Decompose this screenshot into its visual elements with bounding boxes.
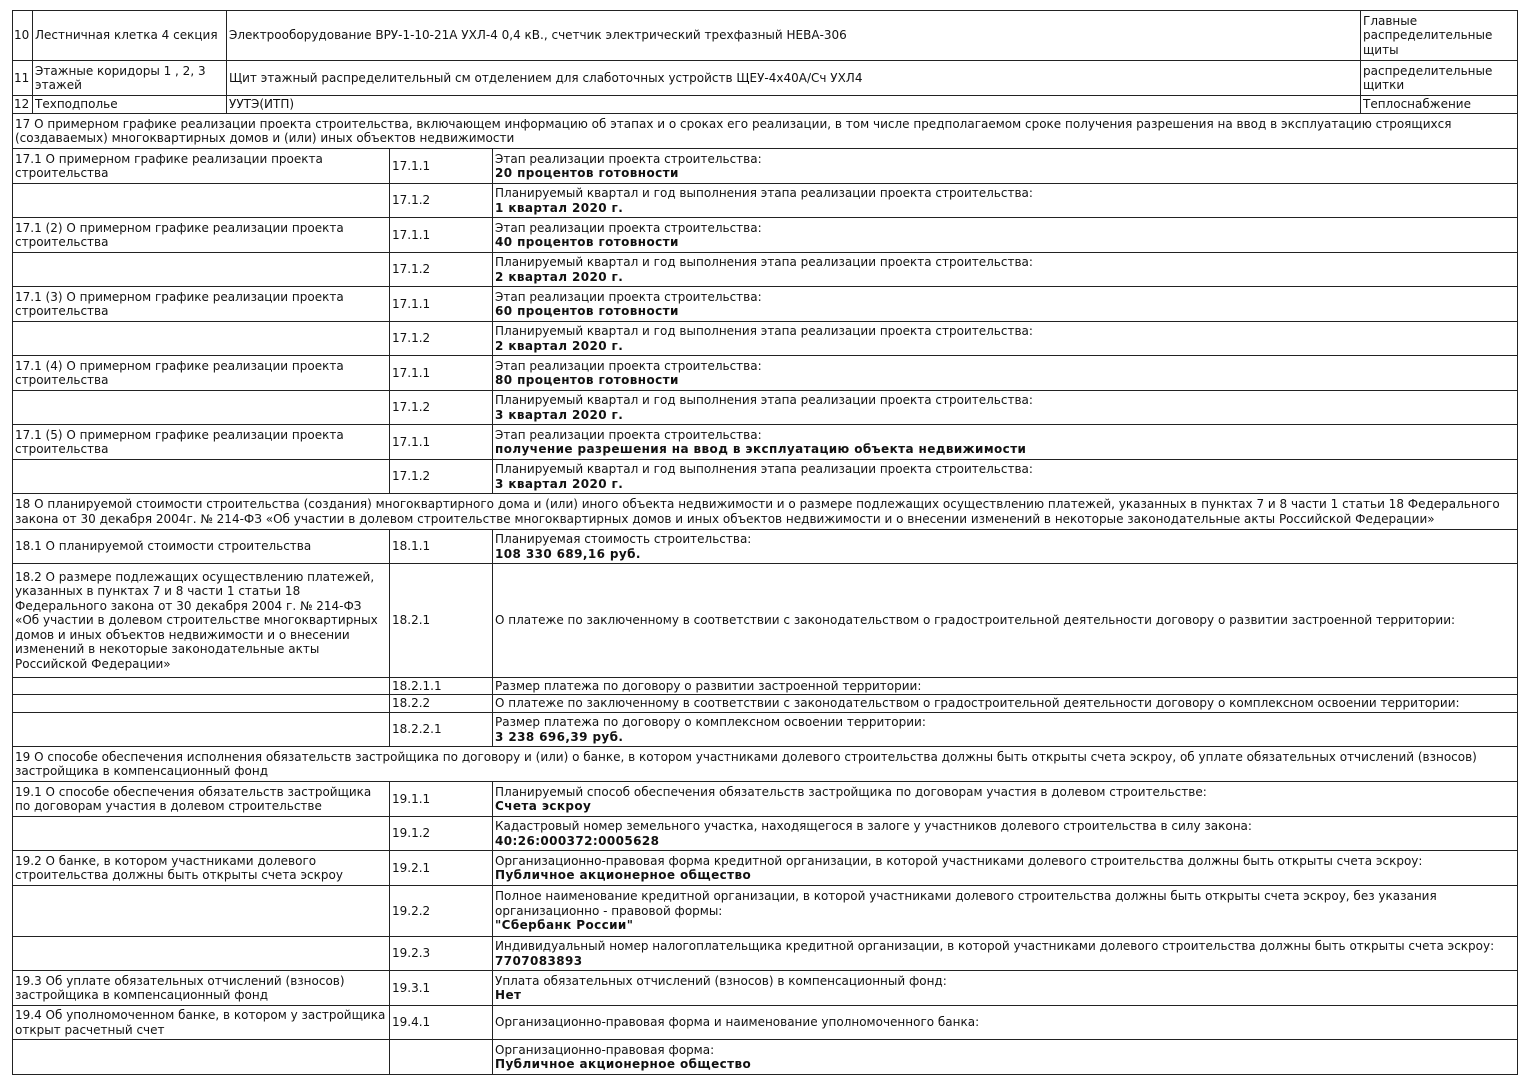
location-cell: Техподполье [33,96,227,114]
table-row [13,253,1518,287]
location-cell: Этажные коридоры 1 , 2, 3 этажей [33,61,227,96]
item-code: 17.1.1 [390,218,493,253]
item-value: Публичное акционерное общество [495,1057,752,1071]
item-code: 17.1.2 [390,322,493,356]
item-label: Этап реализации проекта строительства: [495,358,762,373]
item-content [493,937,1518,971]
table-row [13,695,1518,713]
section-title [13,713,390,747]
section-title: 17.1 (3) О примерном графике реализации проекта строительства [13,287,390,322]
item-content [493,564,1518,678]
purpose-cell: распределительные щитки [1361,61,1518,96]
item-content [493,678,1518,695]
item-content [493,184,1518,218]
item-code: 17.1.2 [390,184,493,218]
table-row [13,184,1518,218]
equipment-cell: Щит этажный распределительный см отделением для слаботочных устройств ЩЕУ-4х40А/Сч УХЛ4 [227,61,1361,96]
item-label: Размер платежа по договору о комплексном освоении территории: [495,715,926,729]
row-number: 10 [13,11,33,61]
section-title [13,460,390,494]
item-code: 17.1.1 [390,356,493,391]
table-row [13,782,1518,817]
section-title: 19.4 Об уполномоченном банке, в котором у застройщика открыт расчетный счет [13,1006,390,1040]
section-title [13,184,390,218]
section-title [13,322,390,356]
item-code: 19.2.1 [390,851,493,886]
item-code: 19.1.1 [390,782,493,817]
table-row [13,218,1518,253]
table-row [13,460,1518,494]
item-code: 19.1.2 [390,817,493,851]
section-header-row [13,494,1518,530]
item-code: 17.1.2 [390,460,493,494]
item-value: 40:26:000372:0005628 [495,833,660,848]
equipment-row [13,96,1518,114]
table-row [13,356,1518,391]
item-label: Организационно-правовая форма кредитной организации, в которой участниками долевого строительства должны быть открыты счета эскроу: [495,853,1423,868]
item-value: Нет [495,988,522,1002]
table-row [13,678,1518,695]
item-content [493,460,1518,494]
table-row [13,322,1518,356]
item-label: Этап реализации проекта строительства: [495,427,762,442]
section-title [13,886,390,937]
item-code: 17.1.2 [390,253,493,287]
item-content [493,218,1518,253]
item-label: Индивидуальный номер налогоплательщика кредитной организации, в которой участниками долевого строительства должны быть открыты счета эскроу: [495,939,1495,953]
item-code [390,1040,493,1075]
item-code: 18.1.1 [390,530,493,564]
item-code: 17.1.2 [390,391,493,425]
section-title: 19.3 Об уплате обязательных отчислений (взносов) застройщика в компенсационный фонд [13,971,390,1006]
equipment-row [13,11,1518,61]
item-value: 3 квартал 2020 г. [495,407,624,422]
table-row [13,937,1518,971]
section-title [13,817,390,851]
item-value: 60 процентов готовности [495,304,679,318]
item-value: 80 процентов готовности [495,373,679,387]
equipment-row [13,61,1518,96]
section-header: 19 О способе обеспечения исполнения обязательств застройщика по договору и (или) о банке, в котором участниками долевого строительства должны быть открыты счета эскроу, об уплате обязательных отчислений (взносов) застройщика в компенсационный фонд [13,747,1518,782]
equipment-table [12,10,1518,114]
item-value: 3 238 696,39 руб. [495,729,624,744]
item-code: 17.1.1 [390,425,493,460]
item-content [493,1040,1518,1075]
table-row [13,425,1518,460]
item-code: 17.1.1 [390,149,493,184]
section-header: 17 О примерном графике реализации проекта строительства, включающем информацию об этапах и о сроках его реализации, в том числе предполагаемом сроке получения разрешения на ввод в эксплуатацию строящихся (создаваемых) многоквартирных домов и (или) иных объектов недвижимости [13,114,1518,149]
section-title [13,695,390,713]
item-label: Планируемый квартал и год выполнения этапа реализации проекта строительства: [495,393,1033,407]
item-label: Кадастровый номер земельного участка, находящегося в залоге у участников долевого строительства в силу закона: [495,819,1252,833]
section-title: 17.1 (2) О примерном графике реализации проекта строительства [13,218,390,253]
section-title: 17.1 (5) О примерном графике реализации проекта строительства [13,425,390,460]
item-value: 108 330 689,16 руб. [495,546,641,561]
item-value: Счета эскроу [495,799,592,813]
section-title: 19.1 О способе обеспечения обязательств застройщика по договорам участия в долевом строительстве [13,782,390,817]
table-row [13,391,1518,425]
section-header-row [13,114,1518,149]
section-title [13,937,390,971]
item-content [493,782,1518,817]
item-label: Этап реализации проекта строительства: [495,220,762,235]
item-content [493,886,1518,937]
item-label: Планируемый способ обеспечения обязательств застройщика по договорам участия в долевом строительстве: [495,784,1207,799]
section-title: 18.1 О планируемой стоимости строительства [13,530,390,564]
purpose-cell: Главные распределительные щиты [1361,11,1518,61]
table-row [13,817,1518,851]
section-title [13,678,390,695]
item-value: получение разрешения на ввод в эксплуатацию объекта недвижимости [495,442,1027,456]
item-value: 2 квартал 2020 г. [495,269,624,284]
table-row [13,1006,1518,1040]
item-code: 17.1.1 [390,287,493,322]
table-row [13,851,1518,886]
item-value: 7707083893 [495,953,583,968]
item-label: Уплата обязательных отчислений (взносов) в компенсационный фонд: [495,973,947,988]
section-title: 17.1 О примерном графике реализации проекта строительства [13,149,390,184]
item-content [493,851,1518,886]
item-label: О платеже по заключенному в соответствии с законодательством о градостроительной деятельности договору о комплексном освоении территории: [495,696,1460,711]
item-content [493,1006,1518,1040]
table-row [13,149,1518,184]
table-row [13,1040,1518,1075]
item-code: 18.2.2 [390,695,493,713]
item-content [493,425,1518,460]
item-value: 2 квартал 2020 г. [495,338,624,353]
item-content [493,713,1518,747]
item-label: Организационно-правовая форма: [495,1042,715,1057]
section-title: 18.2 О размере подлежащих осуществлению платежей, указанных в пунктах 7 и 8 части 1 статьи 18 Федерального закона от 30 декабря 2004 г. № 214-ФЗ «Об участии в долевом строительстве многоквартирных домов и иных объектов недвижимости и о внесении изменений в некоторые законодательные акты Российской Федерации» [13,564,390,678]
item-content [493,253,1518,287]
item-label: Размер платежа по договору о развитии застроенной территории: [495,678,922,693]
item-code: 18.2.2.1 [390,713,493,747]
item-value: Публичное акционерное общество [495,868,752,882]
item-label: Этап реализации проекта строительства: [495,151,762,166]
item-code: 19.2.3 [390,937,493,971]
item-label: О платеже по заключенному в соответствии с законодательством о градостроительной деятельности договору о развитии застроенной территории: [495,613,1456,628]
table-row [13,713,1518,747]
item-content [493,695,1518,713]
item-label: Планируемый квартал и год выполнения этапа реализации проекта строительства: [495,255,1033,269]
location-cell: Лестничная клетка 4 секция [33,11,227,61]
item-label: Планируемый квартал и год выполнения этапа реализации проекта строительства: [495,462,1033,476]
table-row [13,886,1518,937]
section-title: 17.1 (4) О примерном графике реализации проекта строительства [13,356,390,391]
equipment-cell: УУТЭ(ИТП) [227,96,1361,114]
item-value: 3 квартал 2020 г. [495,476,624,491]
section-title [13,391,390,425]
table-row [13,530,1518,564]
section-title [13,1040,390,1075]
item-content [493,322,1518,356]
item-content [493,149,1518,184]
item-label: Полное наименование кредитной организации, в которой участниками долевого строительства должны быть открыты счета эскроу, без указания организационно - правовой формы: [495,889,1437,918]
section-header-row [13,747,1518,782]
table-row [13,971,1518,1006]
project-info-table [12,113,1518,1075]
item-code: 19.4.1 [390,1006,493,1040]
item-code: 19.2.2 [390,886,493,937]
item-value: 40 процентов готовности [495,235,679,249]
item-label: Планируемый квартал и год выполнения этапа реализации проекта строительства: [495,186,1033,200]
table-row [13,564,1518,678]
item-content [493,817,1518,851]
section-title [13,253,390,287]
table-row [13,287,1518,322]
item-code: 18.2.1 [390,564,493,678]
item-code: 18.2.1.1 [390,678,493,695]
item-content [493,971,1518,1006]
purpose-cell: Теплоснабжение [1361,96,1518,114]
item-content [493,287,1518,322]
row-number: 12 [13,96,33,114]
item-label: Планируемая стоимость строительства: [495,532,752,546]
item-label: Этап реализации проекта строительства: [495,289,762,304]
row-number: 11 [13,61,33,96]
item-label: Организационно-правовая форма и наименование уполномоченного банка: [495,1015,980,1030]
item-value: 20 процентов готовности [495,166,679,180]
item-content [493,530,1518,564]
item-content [493,391,1518,425]
item-label: Планируемый квартал и год выполнения этапа реализации проекта строительства: [495,324,1033,338]
section-title: 19.2 О банке, в котором участниками долевого строительства должны быть открыты счета эскроу [13,851,390,886]
item-value: "Сбербанк России" [495,918,634,933]
item-content [493,356,1518,391]
section-header: 18 О планируемой стоимости строительства (создания) многоквартирного дома и (или) иного объекта недвижимости и о размере подлежащих осуществлению платежей, указанных в пунктах 7 и 8 части 1 статьи 18 Федерального закона от 30 декабря 2004г. № 214-ФЗ «Об участии в долевом строительстве многоквартирных домов и иных объектов недвижимости и о внесении изменений в некоторые законодательные акты Российской Федерации» [13,494,1518,530]
item-code: 19.3.1 [390,971,493,1006]
item-value: 1 квартал 2020 г. [495,200,624,215]
equipment-cell: Электрооборудование ВРУ-1-10-21А УХЛ-4 0,4 кВ., счетчик электрический трехфазный НЕВА-306 [227,11,1361,61]
